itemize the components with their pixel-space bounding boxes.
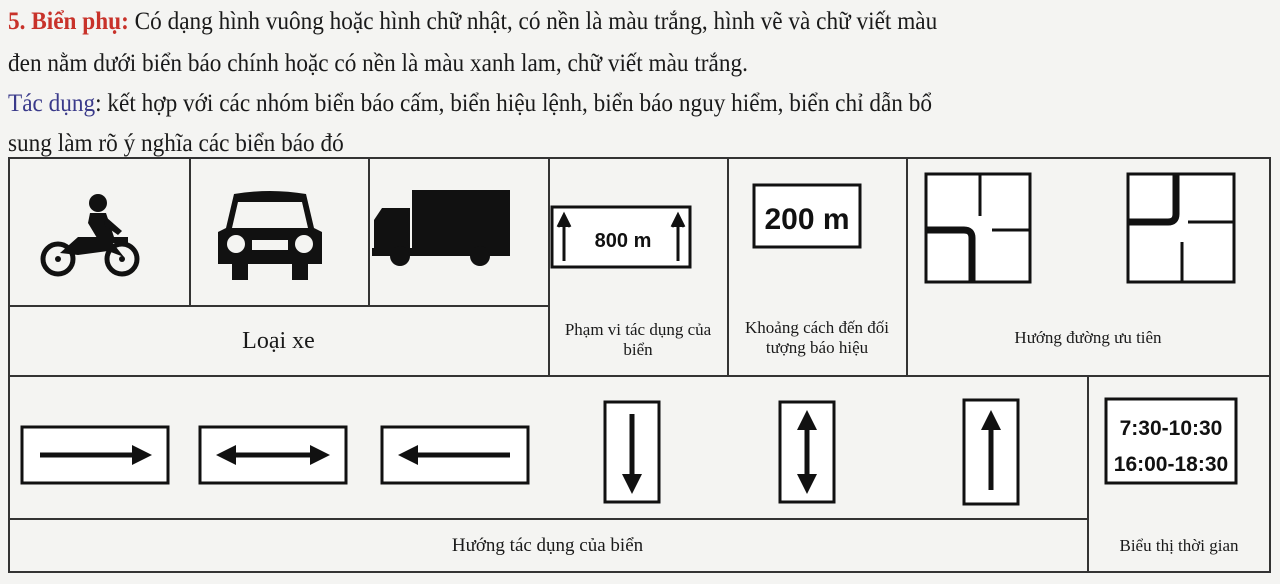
- arrow-right-sign: [20, 425, 170, 485]
- time-sign: [1104, 397, 1238, 485]
- intro-line-3: [8, 88, 932, 120]
- intro-line-4: sung làm rõ ý nghĩa các biển báo đó: [8, 130, 344, 157]
- range-label: Phạm vi tác dụng của biển: [564, 320, 712, 359]
- intro-line-1: [8, 6, 937, 38]
- truck-icon: [372, 190, 512, 270]
- distance-label: Khoảng cách đến đối tượng báo hiệu: [745, 318, 889, 357]
- intro-line-2: đen nằm dưới biển báo chính hoặc có nền là màu xanh lam, chữ viết màu trắng.: [8, 50, 748, 77]
- intro-text: Có dạng hình vuông hoặc hình chữ nhật, có nền là màu trắng, hình vẽ và chữ viết màu: [128, 8, 938, 35]
- distance-sign: [752, 183, 862, 249]
- arrow-up-sign: [962, 398, 1020, 506]
- distance-sign-text: 200 m: [764, 203, 850, 236]
- motorcycle-icon: [38, 193, 142, 279]
- arrow-both-sign: [198, 425, 348, 485]
- effect-text: : kết hợp với các nhóm biển báo cấm, biển hiệu lệnh, biển báo nguy hiểm, biển chỉ dẫn bổ: [95, 90, 932, 117]
- priority-road-sign-left: [924, 172, 1032, 284]
- car-icon: [214, 188, 326, 282]
- time-sign-line-2: 16:00-18:30: [1113, 453, 1229, 476]
- priority-road-sign-right: [1126, 172, 1236, 284]
- time-label: Biểu thị thời gian: [1119, 535, 1239, 555]
- section-heading: 5. Biển phụ:: [8, 8, 129, 35]
- arrow-down-sign: [603, 400, 661, 504]
- time-sign-line-1: 7:30-10:30: [1119, 417, 1223, 440]
- effect-label: Tác dụng: [8, 90, 96, 117]
- arrow-updown-sign: [778, 400, 836, 504]
- direction-label: Hướng tác dụng của biển: [451, 534, 644, 556]
- range-sign-text: 800 m: [594, 230, 652, 252]
- arrow-left-sign: [380, 425, 530, 485]
- vehicle-types-label: Loại xe: [242, 328, 315, 354]
- range-sign: [550, 205, 692, 269]
- priority-label: Hướng đường ưu tiên: [1014, 328, 1162, 347]
